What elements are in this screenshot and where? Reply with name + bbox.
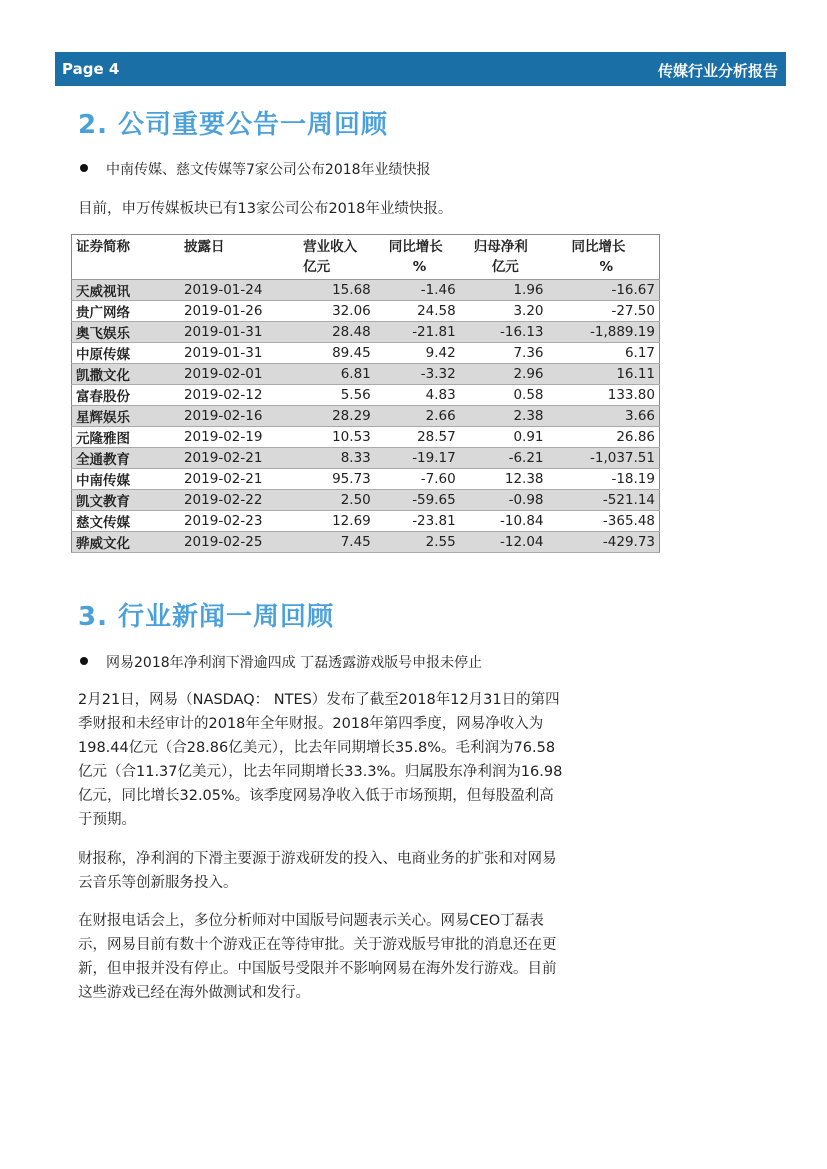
cell-date: 2019-02-22 xyxy=(164,490,279,511)
col-header-revenue-growth: 同比增长 % xyxy=(375,235,460,280)
cell-revenue: 89.45 xyxy=(279,343,375,364)
table-row xyxy=(72,469,660,490)
cell-revenue: 10.53 xyxy=(279,427,375,448)
cell-company: 凯文教育 xyxy=(72,490,164,511)
cell-net-profit: -6.21 xyxy=(460,448,548,469)
news-paragraph-2: 财报称，净利润的下滑主要源于游戏研发的投入、电商业务的扩张和对网易云音乐等创新服务投入。 xyxy=(78,851,557,891)
cell-revenue: 15.68 xyxy=(279,280,375,301)
cell-profit-growth: -1,889.19 xyxy=(548,322,660,343)
page-number: Page 4 xyxy=(62,60,120,78)
cell-profit-growth: -429.73 xyxy=(548,532,660,553)
cell-date: 2019-02-16 xyxy=(164,406,279,427)
cell-revenue-growth: -1.46 xyxy=(375,280,460,301)
section-3-bullet-text: 网易2018年净利润下滑逾四成 丁磊透露游戏版号申报未停止 xyxy=(106,655,483,671)
cell-company: 骅威文化 xyxy=(72,532,164,553)
cell-profit-growth: -1,037.51 xyxy=(548,448,660,469)
cell-revenue: 95.73 xyxy=(279,469,375,490)
cell-revenue: 12.69 xyxy=(279,511,375,532)
cell-company: 贵广网络 xyxy=(72,301,164,322)
cell-revenue-growth: 2.66 xyxy=(375,406,460,427)
cell-revenue-growth: -3.32 xyxy=(375,364,460,385)
cell-revenue-growth: 9.42 xyxy=(375,343,460,364)
page-header-bar xyxy=(55,52,786,86)
cell-revenue: 28.48 xyxy=(279,322,375,343)
cell-revenue-growth: 28.57 xyxy=(375,427,460,448)
section-2-bullet xyxy=(80,159,431,179)
table-row xyxy=(72,364,660,385)
table-row xyxy=(72,322,660,343)
section-2-title: 2. 公司重要公告一周回顾 xyxy=(78,110,389,140)
cell-revenue: 5.56 xyxy=(279,385,375,406)
cell-date: 2019-02-25 xyxy=(164,532,279,553)
cell-revenue: 2.50 xyxy=(279,490,375,511)
cell-revenue-growth: 4.83 xyxy=(375,385,460,406)
table-row xyxy=(72,280,660,301)
cell-net-profit: 2.38 xyxy=(460,406,548,427)
cell-company: 元隆雅图 xyxy=(72,427,164,448)
cell-company: 富春股份 xyxy=(72,385,164,406)
cell-company: 慈文传媒 xyxy=(72,511,164,532)
cell-date: 2019-02-01 xyxy=(164,364,279,385)
cell-profit-growth: 6.17 xyxy=(548,343,660,364)
cell-net-profit: 12.38 xyxy=(460,469,548,490)
cell-net-profit: 0.91 xyxy=(460,427,548,448)
cell-revenue-growth: 2.55 xyxy=(375,532,460,553)
cell-date: 2019-01-31 xyxy=(164,322,279,343)
cell-company: 星辉娱乐 xyxy=(72,406,164,427)
cell-net-profit: 7.36 xyxy=(460,343,548,364)
cell-revenue-growth: -59.65 xyxy=(375,490,460,511)
cell-revenue: 8.33 xyxy=(279,448,375,469)
cell-revenue-growth: -19.17 xyxy=(375,448,460,469)
cell-revenue: 7.45 xyxy=(279,532,375,553)
cell-net-profit: 0.58 xyxy=(460,385,548,406)
cell-profit-growth: 133.80 xyxy=(548,385,660,406)
table-row xyxy=(72,427,660,448)
report-title: 传媒行业分析报告 xyxy=(657,62,778,80)
section-2-intro: 目前，申万传媒板块已有13家公司公布2018年业绩快报。 xyxy=(78,201,453,217)
news-paragraph-1: 2月21日，网易（NASDAQ： NTES）发布了截至2018年12月31日的第四季财报和未经审计的2018年全年财报。2018年第四季度，网易净收入为198.44亿元（合28.86亿美元），比去年同期增长35.8%。毛利润为76.58亿元（合11.37亿美元），比去年同期增长33.3%。归属股东净利润为16.98亿元，同比增长32.05%。该季度网易净收入低于市场预期，但每股盈利高于预期。 xyxy=(78,692,563,828)
cell-profit-growth: 3.66 xyxy=(548,406,660,427)
cell-company: 奥飞娱乐 xyxy=(72,322,164,343)
cell-net-profit: -10.84 xyxy=(460,511,548,532)
cell-revenue-growth: 24.58 xyxy=(375,301,460,322)
cell-company: 中原传媒 xyxy=(72,343,164,364)
cell-date: 2019-02-21 xyxy=(164,469,279,490)
col-header-name: 证券简称 xyxy=(72,235,164,280)
cell-revenue: 32.06 xyxy=(279,301,375,322)
section-3-title: 3. 行业新闻一周回顾 xyxy=(78,602,335,632)
cell-net-profit: -12.04 xyxy=(460,532,548,553)
table-row xyxy=(72,448,660,469)
cell-net-profit: -16.13 xyxy=(460,322,548,343)
table-row xyxy=(72,511,660,532)
table-row xyxy=(72,406,660,427)
table-row xyxy=(72,343,660,364)
cell-company: 天威视讯 xyxy=(72,280,164,301)
section-2-bullet-text: 中南传媒、慈文传媒等7家公司公布2018年业绩快报 xyxy=(106,162,431,178)
col-header-profit-growth: 同比增长 % xyxy=(548,235,660,280)
cell-date: 2019-02-19 xyxy=(164,427,279,448)
table-row xyxy=(72,301,660,322)
bullet-icon xyxy=(80,657,88,665)
cell-date: 2019-01-31 xyxy=(164,343,279,364)
table-row xyxy=(72,385,660,406)
cell-revenue-growth: -7.60 xyxy=(375,469,460,490)
col-header-date: 披露日 xyxy=(164,235,279,280)
table-row xyxy=(72,490,660,511)
cell-date: 2019-01-24 xyxy=(164,280,279,301)
cell-profit-growth: 26.86 xyxy=(548,427,660,448)
table-header-row xyxy=(72,235,660,280)
table-row xyxy=(72,532,660,553)
cell-date: 2019-02-21 xyxy=(164,448,279,469)
cell-net-profit: 1.96 xyxy=(460,280,548,301)
cell-profit-growth: -27.50 xyxy=(548,301,660,322)
col-header-net-profit: 归母净利 亿元 xyxy=(460,235,548,280)
cell-profit-growth: -365.48 xyxy=(548,511,660,532)
cell-date: 2019-01-26 xyxy=(164,301,279,322)
bullet-icon xyxy=(80,164,88,172)
cell-company: 中南传媒 xyxy=(72,469,164,490)
cell-profit-growth: -18.19 xyxy=(548,469,660,490)
earnings-table xyxy=(71,234,660,553)
table-body xyxy=(72,280,660,553)
cell-net-profit: 3.20 xyxy=(460,301,548,322)
cell-revenue: 6.81 xyxy=(279,364,375,385)
cell-date: 2019-02-23 xyxy=(164,511,279,532)
col-header-revenue: 营业收入 亿元 xyxy=(279,235,375,280)
cell-revenue-growth: -23.81 xyxy=(375,511,460,532)
cell-net-profit: -0.98 xyxy=(460,490,548,511)
cell-profit-growth: -521.14 xyxy=(548,490,660,511)
cell-profit-growth: -16.67 xyxy=(548,280,660,301)
cell-profit-growth: 16.11 xyxy=(548,364,660,385)
cell-revenue: 28.29 xyxy=(279,406,375,427)
cell-net-profit: 2.96 xyxy=(460,364,548,385)
cell-company: 全通教育 xyxy=(72,448,164,469)
cell-date: 2019-02-12 xyxy=(164,385,279,406)
news-paragraph-3: 在财报电话会上，多位分析师对中国版号问题表示关心。网易CEO丁磊表示，网易目前有数十个游戏正在等待审批。关于游戏版号审批的消息还在更新，但申报并没有停止。中国版号受限并不影响网易在海外发行游戏。目前这些游戏已经在海外做测试和发行。 xyxy=(78,913,557,1001)
cell-company: 凯撒文化 xyxy=(72,364,164,385)
section-3-bullet xyxy=(80,652,482,672)
cell-revenue-growth: -21.81 xyxy=(375,322,460,343)
